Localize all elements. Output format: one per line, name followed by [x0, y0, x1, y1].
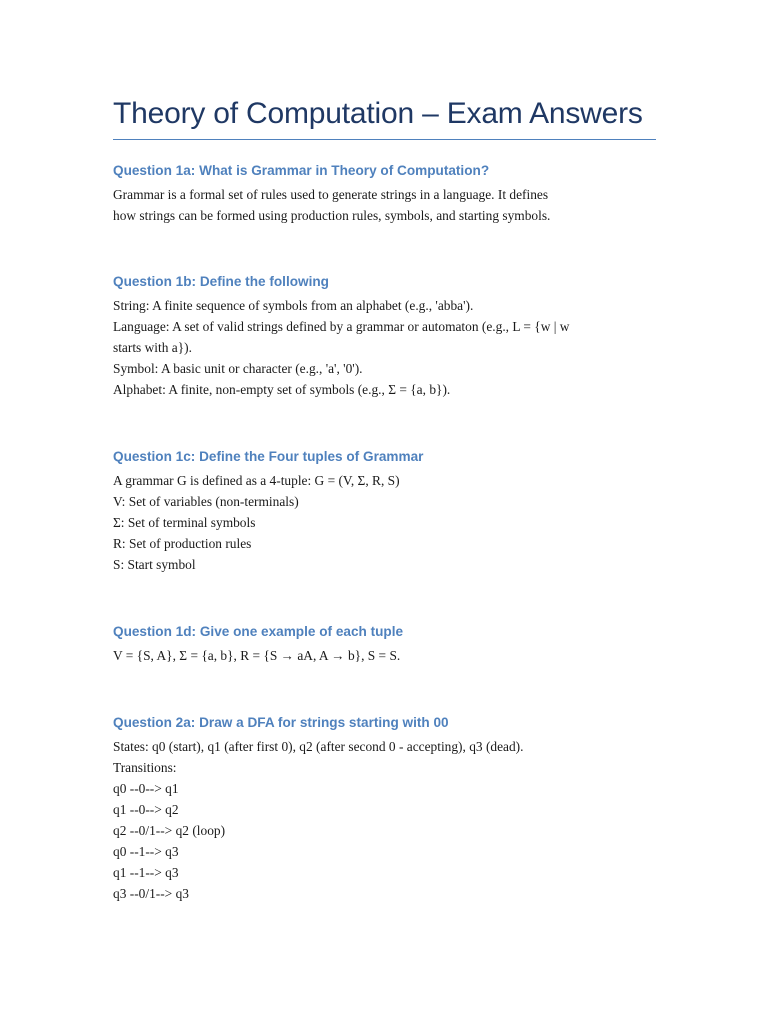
answer-line: Grammar is a formal set of rules used to generate strings in a language. It defines	[113, 187, 549, 202]
answer-line: Transitions:	[113, 760, 177, 775]
answer-line: S: Start symbol	[113, 557, 196, 572]
question-heading: Question 1a: What is Grammar in Theory of Computation?	[113, 163, 490, 178]
answer-line: q0 --0--> q1	[113, 781, 179, 796]
answer-line: q1 --1--> q3	[113, 865, 179, 880]
answer-line: q2 --0/1--> q2 (loop)	[113, 823, 226, 838]
answer-line: starts with a}).	[113, 340, 192, 355]
answer-line: q0 --1--> q3	[113, 844, 179, 859]
answer-line: how strings can be formed using production rules, symbols, and starting symbols.	[113, 208, 551, 223]
section-question-1b	[113, 272, 656, 400]
question-heading: Question 1d: Give one example of each tuple	[113, 624, 404, 639]
section-question-2a	[113, 713, 656, 904]
answer-line: States: q0 (start), q1 (after first 0), q2 (after second 0 - accepting), q3 (dead).	[113, 739, 524, 754]
question-heading: Question 1c: Define the Four tuples of Grammar	[113, 449, 424, 464]
answer-line: V = {S, A}, Σ = {a, b}, R = {S → aA, A → b}, S = S.	[113, 648, 401, 663]
answer-line: Alphabet: A finite, non-empty set of symbols (e.g., Σ = {a, b}).	[113, 382, 451, 397]
title-divider	[113, 139, 656, 140]
section-question-1c	[113, 447, 656, 575]
question-heading: Question 1b: Define the following	[113, 274, 329, 289]
answer-line: R: Set of production rules	[113, 536, 252, 551]
answer-line: Language: A set of valid strings defined by a grammar or automaton (e.g., L = {w | w	[113, 319, 570, 334]
answer-line: Symbol: A basic unit or character (e.g., 'a', '0').	[113, 361, 363, 376]
document-title: Theory of Computation – Exam Answers	[113, 97, 643, 130]
answer-line: q3 --0/1--> q3	[113, 886, 189, 901]
section-question-1d	[113, 622, 656, 666]
section-question-1a	[113, 161, 656, 226]
question-heading: Question 2a: Draw a DFA for strings starting with 00	[113, 715, 449, 730]
answer-line: q1 --0--> q2	[113, 802, 179, 817]
answer-line: V: Set of variables (non-terminals)	[113, 494, 299, 509]
answer-line: A grammar G is defined as a 4-tuple: G = (V, Σ, R, S)	[113, 473, 400, 488]
answer-line: String: A finite sequence of symbols from an alphabet (e.g., 'abba').	[113, 298, 474, 313]
answer-line: Σ: Set of terminal symbols	[113, 515, 256, 530]
